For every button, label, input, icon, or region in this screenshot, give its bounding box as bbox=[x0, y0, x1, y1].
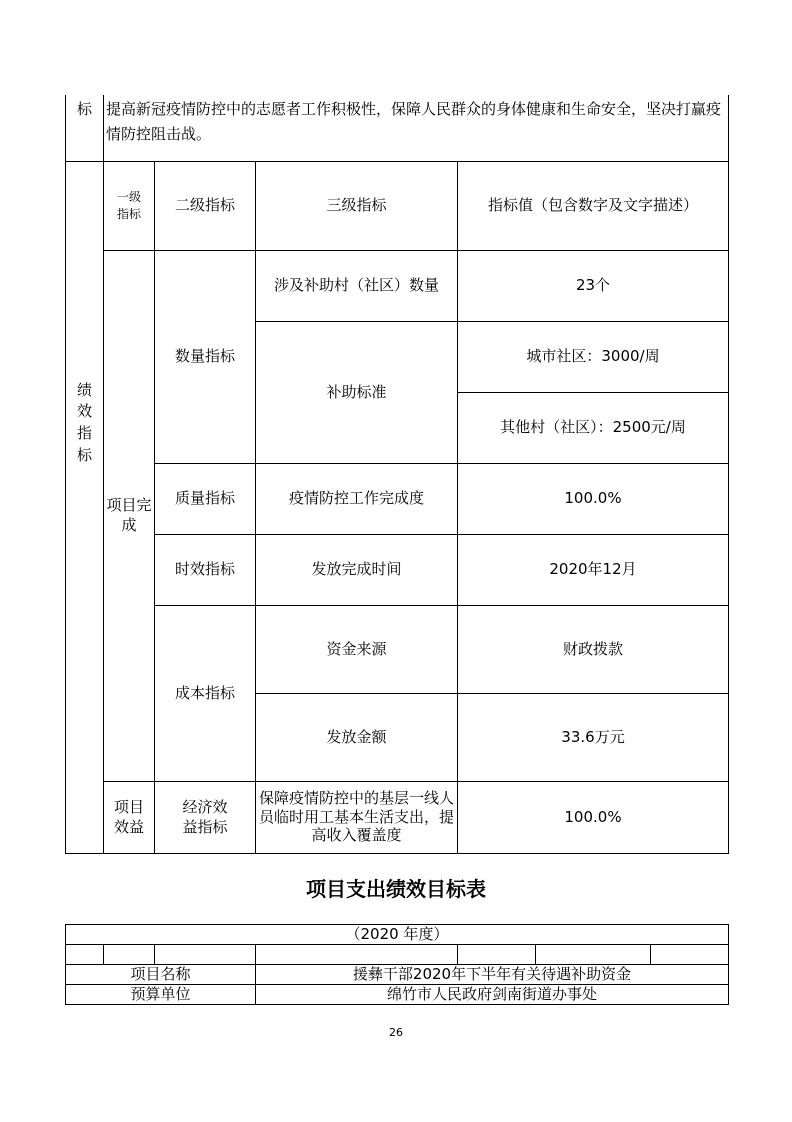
project-name-label: 项目名称 bbox=[66, 965, 256, 985]
section-title: 项目支出绩效目标表 bbox=[306, 877, 486, 901]
villages-count-value: 23个 bbox=[458, 250, 729, 321]
subsidy-other-value: 其他村（社区）：2500元/周 bbox=[458, 392, 729, 463]
timeliness-indicator-label: 时效指标 bbox=[155, 534, 256, 605]
header-level2: 二级指标 bbox=[155, 161, 256, 250]
project-completion-label: 项目完成 bbox=[106, 495, 152, 534]
payout-amount-label: 发放金额 bbox=[256, 693, 458, 781]
blank-row bbox=[66, 945, 729, 965]
budget-unit-value: 绵竹市人民政府剑南街道办事处 bbox=[256, 985, 729, 1005]
cost-indicator-label: 成本指标 bbox=[155, 605, 256, 781]
project-name-value: 援彝干部2020年下半年有关待遇补助资金 bbox=[256, 965, 729, 985]
project-expenditure-table bbox=[65, 924, 729, 1005]
perf-char-3: 指 bbox=[76, 424, 92, 442]
fund-source-value: 财政拨款 bbox=[458, 605, 729, 693]
economic-benefit-metric: 保障疫情防控中的基层一线人员临时用工基本生活支出，提高收入覆盖度 bbox=[256, 781, 458, 853]
goal-label: 标 bbox=[76, 100, 92, 118]
header-level3: 三级指标 bbox=[256, 161, 458, 250]
goal-text: 提高新冠疫情防控中的志愿者工作积极性，保障人民群众的身体健康和生命安全，坚决打赢疫情防控阻击战。 bbox=[106, 100, 722, 143]
subsidy-city-value: 城市社区：3000/周 bbox=[458, 321, 729, 392]
quality-metric-label: 疫情防控工作完成度 bbox=[256, 463, 458, 534]
perf-char-2: 效 bbox=[76, 402, 92, 421]
project-benefit-label: 项目效益 bbox=[104, 781, 155, 853]
project-completion-cell bbox=[104, 250, 155, 781]
villages-count-label: 涉及补助村（社区）数量 bbox=[256, 250, 458, 321]
page-number: 26 bbox=[389, 1026, 403, 1039]
performance-indicator-label-cell bbox=[66, 161, 104, 853]
quantity-indicator-label: 数量指标 bbox=[155, 250, 256, 463]
economic-benefit-value: 100.0% bbox=[458, 781, 729, 853]
subsidy-standard-label: 补助标准 bbox=[256, 321, 458, 463]
quality-indicator-label: 质量指标 bbox=[155, 463, 256, 534]
timeliness-metric-label: 发放完成时间 bbox=[256, 534, 458, 605]
payout-amount-value: 33.6万元 bbox=[458, 693, 729, 781]
economic-benefit-label: 经济效益指标 bbox=[155, 781, 256, 853]
header-value: 指标值（包含数字及文字描述） bbox=[458, 161, 729, 250]
budget-unit-label: 预算单位 bbox=[66, 985, 256, 1005]
goal-text-cell bbox=[104, 95, 729, 161]
quality-metric-value: 100.0% bbox=[458, 463, 729, 534]
year-cell: （2020 年度） bbox=[66, 925, 729, 945]
perf-char-1: 绩 bbox=[76, 380, 92, 399]
timeliness-metric-value: 2020年12月 bbox=[458, 534, 729, 605]
header-level1: 一级 指标 bbox=[104, 161, 155, 250]
perf-char-4: 标 bbox=[76, 445, 92, 464]
fund-source-label: 资金来源 bbox=[256, 605, 458, 693]
performance-indicator-table bbox=[65, 95, 729, 854]
goal-label-cell bbox=[66, 95, 104, 161]
